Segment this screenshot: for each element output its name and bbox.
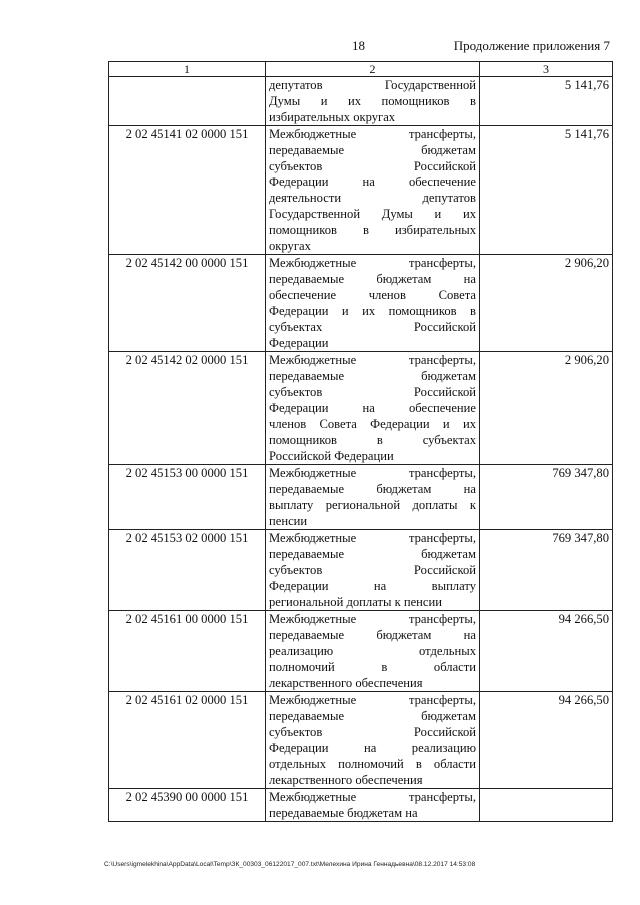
description-line: помощников в субъектах <box>269 433 476 447</box>
description-line: передаваемые бюджетам на <box>269 482 476 496</box>
description-line: Межбюджетные трансферты, <box>269 127 476 141</box>
description-line: передаваемые бюджетам на <box>269 628 476 642</box>
amount: 94 266,50 <box>480 611 613 692</box>
table-row <box>109 255 613 352</box>
classification-code: 2 02 45141 02 0000 151 <box>109 126 266 255</box>
revenue-description <box>266 77 480 126</box>
description-line: помощников в избирательных <box>269 223 476 237</box>
classification-code: 2 02 45153 00 0000 151 <box>109 465 266 530</box>
description-line: Российской Федерации <box>269 449 394 463</box>
revenue-description <box>266 126 480 255</box>
description-line: субъектов Российской <box>269 725 476 739</box>
description-line: субъектов Российской <box>269 159 476 173</box>
table-row <box>109 692 613 789</box>
column-header: 2 <box>266 62 480 77</box>
description-line: округах <box>269 239 311 253</box>
page-number: 18 <box>352 38 365 53</box>
description-line: деятельности депутатов <box>269 191 476 205</box>
description-line: лекарственного обеспечения <box>269 773 423 787</box>
classification-code: 2 02 45390 00 0000 151 <box>109 789 266 822</box>
continuation-label: Продолжение приложения 7 <box>453 38 610 53</box>
revenue-description <box>266 789 480 822</box>
description-line: депутатов Государственной <box>269 78 476 92</box>
description-line: обеспечение членов Совета <box>269 288 476 302</box>
amount: 2 906,20 <box>480 255 613 352</box>
table-row <box>109 352 613 465</box>
description-line: передаваемые бюджетам <box>269 143 476 157</box>
amount: 769 347,80 <box>480 530 613 611</box>
revenue-description <box>266 352 480 465</box>
description-line: Федерации на реализацию <box>269 741 476 755</box>
table-body <box>109 77 613 822</box>
amount: 94 266,50 <box>480 692 613 789</box>
description-line: Федерации на выплату <box>269 579 476 593</box>
description-line: членов Совета Федерации и их <box>269 417 476 431</box>
table-row <box>109 530 613 611</box>
description-line: субъектов Российской <box>269 563 476 577</box>
description-line: Федерации и их помощников в <box>269 304 476 318</box>
revenue-description <box>266 611 480 692</box>
revenue-description <box>266 530 480 611</box>
table-row <box>109 611 613 692</box>
revenue-description <box>266 255 480 352</box>
description-line: Государственной Думы и их <box>269 207 476 221</box>
description-line: Федерации <box>269 336 329 350</box>
column-header: 3 <box>480 62 613 77</box>
description-line: полномочий в области <box>269 660 476 674</box>
description-line: Межбюджетные трансферты, <box>269 531 476 545</box>
description-line: лекарственного обеспечения <box>269 676 423 690</box>
amount <box>480 789 613 822</box>
description-line: пенсии <box>269 514 308 528</box>
table-row <box>109 465 613 530</box>
description-line: отдельных полномочий в области <box>269 757 476 771</box>
description-line: Межбюджетные трансферты, <box>269 790 476 804</box>
amount: 5 141,76 <box>480 77 613 126</box>
classification-code: 2 02 45161 00 0000 151 <box>109 611 266 692</box>
description-line: Межбюджетные трансферты, <box>269 353 476 367</box>
amount: 5 141,76 <box>480 126 613 255</box>
classification-code: 2 02 45142 00 0000 151 <box>109 255 266 352</box>
description-line: передаваемые бюджетам на <box>269 272 476 286</box>
description-line: передаваемые бюджетам <box>269 709 476 723</box>
description-line: Межбюджетные трансферты, <box>269 612 476 626</box>
description-line: субъектах Российской <box>269 320 476 334</box>
description-line: реализацию отдельных <box>269 644 476 658</box>
classification-code: 2 02 45161 02 0000 151 <box>109 692 266 789</box>
budget-table <box>108 61 613 822</box>
page-header <box>0 38 640 58</box>
classification-code: 2 02 45142 02 0000 151 <box>109 352 266 465</box>
description-line: Межбюджетные трансферты, <box>269 466 476 480</box>
description-line: субъектов Российской <box>269 385 476 399</box>
column-header: 1 <box>109 62 266 77</box>
table-row <box>109 77 613 126</box>
classification-code <box>109 77 266 126</box>
revenue-description <box>266 692 480 789</box>
table-row <box>109 126 613 255</box>
classification-code: 2 02 45153 02 0000 151 <box>109 530 266 611</box>
table-row <box>109 789 613 822</box>
description-line: выплату региональной доплаты к <box>269 498 476 512</box>
description-line: Межбюджетные трансферты, <box>269 693 476 707</box>
description-line: передаваемые бюджетам на <box>269 806 418 820</box>
footer-file-path: C:\Users\igmelekhina\AppData\Local\Temp\ЗК_00303_06122017_007.txt\Мелехина Ирина Геннадьевна\08.12.2017 14:53:08 <box>104 861 476 868</box>
description-line: региональной доплаты к пенсии <box>269 595 442 609</box>
description-line: Межбюджетные трансферты, <box>269 256 476 270</box>
revenue-description <box>266 465 480 530</box>
description-line: Федерации на обеспечение <box>269 401 476 415</box>
description-line: передаваемые бюджетам <box>269 547 476 561</box>
description-line: избирательных округах <box>269 110 396 124</box>
description-line: Федерации на обеспечение <box>269 175 476 189</box>
description-line: передаваемые бюджетам <box>269 369 476 383</box>
table-header-row <box>109 62 613 77</box>
description-line: Думы и их помощников в <box>269 94 476 108</box>
amount: 2 906,20 <box>480 352 613 465</box>
amount: 769 347,80 <box>480 465 613 530</box>
